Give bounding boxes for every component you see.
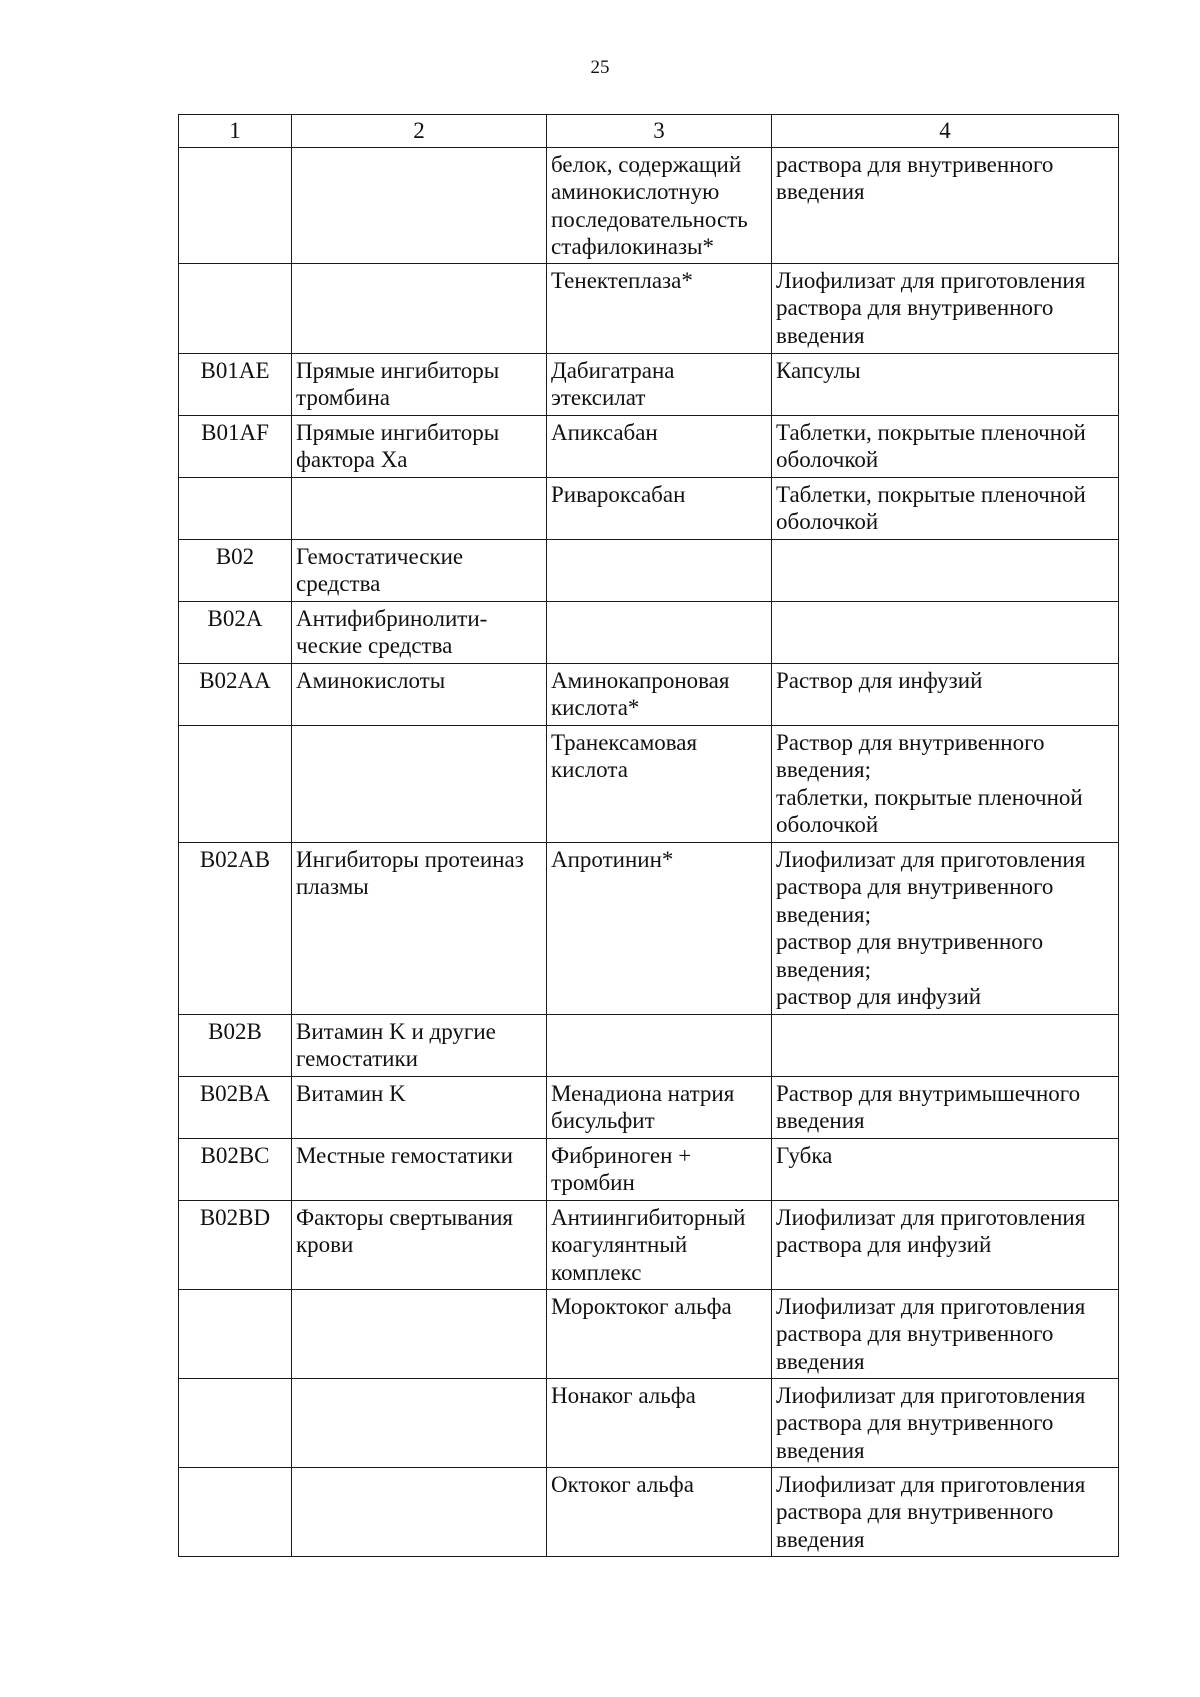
table-row [179,1378,1119,1467]
substance-cell: Дабигатрана этексилат [547,353,772,415]
substance-cell: Нонаког альфа [547,1378,772,1467]
substance-cell: Тенектеплаза* [547,263,772,353]
dosage-form-cell: Лиофилизат для приготовления раствора для внутривенного введения [772,263,1119,353]
dosage-form-cell: Раствор для инфузий [772,663,1119,725]
substance-cell [547,1014,772,1076]
dosage-form-cell [772,1014,1119,1076]
group-cell: Прямые ингибиторы фактора Xa [292,415,547,477]
group-cell: Витамин K и другие гемостатики [292,1014,547,1076]
substance-cell: Менадиона натрия бисульфит [547,1076,772,1138]
substance-cell: Аминокапроновая кислота* [547,663,772,725]
atc-code-cell [179,477,292,539]
dosage-form-cell: Губка [772,1138,1119,1200]
substance-cell: Октоког альфа [547,1467,772,1556]
table-row [179,263,1119,353]
group-cell: Витамин K [292,1076,547,1138]
group-cell [292,725,547,842]
table-row [179,539,1119,601]
group-cell: Аминокислоты [292,663,547,725]
dosage-form-cell: Капсулы [772,353,1119,415]
substance-cell [547,601,772,663]
table-row [179,663,1119,725]
atc-code-cell [179,1289,292,1378]
dosage-form-cell: Лиофилизат для приготовления раствора для внутривенного введения; раствор для внутривенного введения; раствор для инфузий [772,842,1119,1014]
column-header-form: 4 [772,115,1119,148]
dosage-form-cell: Лиофилизат для приготовления раствора для внутривенного введения [772,1467,1119,1556]
dosage-form-cell: раствора для внутривенного введения [772,147,1119,263]
table-row [179,353,1119,415]
dosage-form-cell: Таблетки, покрытые пленочной оболочкой [772,477,1119,539]
dosage-form-cell [772,539,1119,601]
column-header-code: 1 [179,115,292,148]
atc-code-cell: B02 [179,539,292,601]
atc-code-cell: B01AE [179,353,292,415]
group-cell: Прямые ингибиторы тромбина [292,353,547,415]
group-cell [292,1378,547,1467]
table-body [179,147,1119,1556]
table-row [179,725,1119,842]
substance-cell: белок, содержащий аминокислотную последовательность стафилокиназы* [547,147,772,263]
group-cell [292,147,547,263]
table-header-row [179,115,1119,148]
dosage-form-cell: Раствор для внутривенного введения; таблетки, покрытые пленочной оболочкой [772,725,1119,842]
atc-code-cell [179,1467,292,1556]
dosage-form-cell: Лиофилизат для приготовления раствора для внутривенного введения [772,1289,1119,1378]
atc-code-cell [179,725,292,842]
atc-code-cell: B01AF [179,415,292,477]
atc-code-cell: B02AA [179,663,292,725]
table-row [179,1200,1119,1289]
substance-cell: Фибриноген + тромбин [547,1138,772,1200]
group-cell [292,263,547,353]
table-row [179,842,1119,1014]
substance-cell [547,539,772,601]
dosage-form-cell: Таблетки, покрытые пленочной оболочкой [772,415,1119,477]
atc-code-cell: B02B [179,1014,292,1076]
table-row [179,477,1119,539]
substance-cell: Апротинин* [547,842,772,1014]
page-number: 25 [590,57,610,78]
table-row [179,415,1119,477]
group-cell [292,1289,547,1378]
dosage-form-cell [772,601,1119,663]
substance-cell: Апиксабан [547,415,772,477]
column-header-group: 2 [292,115,547,148]
atc-code-cell: B02BC [179,1138,292,1200]
dosage-form-cell: Лиофилизат для приготовления раствора для инфузий [772,1200,1119,1289]
atc-code-cell: B02AB [179,842,292,1014]
table-row [179,1014,1119,1076]
atc-code-cell [179,1378,292,1467]
group-cell: Ингибиторы протеиназ плазмы [292,842,547,1014]
substance-cell: Транексамовая кислота [547,725,772,842]
substance-cell: Ривароксабан [547,477,772,539]
group-cell: Антифибринолити- ческие средства [292,601,547,663]
group-cell [292,477,547,539]
atc-code-cell: B02BD [179,1200,292,1289]
group-cell [292,1467,547,1556]
group-cell: Гемостатические средства [292,539,547,601]
column-header-substance: 3 [547,115,772,148]
table-row [179,1138,1119,1200]
atc-code-cell [179,147,292,263]
dosage-form-cell: Раствор для внутримышечного введения [772,1076,1119,1138]
drug-table [178,114,1119,1557]
substance-cell: Мороктоког альфа [547,1289,772,1378]
table-row [179,147,1119,263]
atc-code-cell [179,263,292,353]
substance-cell: Антиингибиторный коагулянтный комплекс [547,1200,772,1289]
table-row [179,1076,1119,1138]
group-cell: Местные гемостатики [292,1138,547,1200]
table-row [179,601,1119,663]
atc-code-cell: B02A [179,601,292,663]
table-row [179,1467,1119,1556]
atc-code-cell: B02BA [179,1076,292,1138]
table-row [179,1289,1119,1378]
dosage-form-cell: Лиофилизат для приготовления раствора для внутривенного введения [772,1378,1119,1467]
group-cell: Факторы свертывания крови [292,1200,547,1289]
